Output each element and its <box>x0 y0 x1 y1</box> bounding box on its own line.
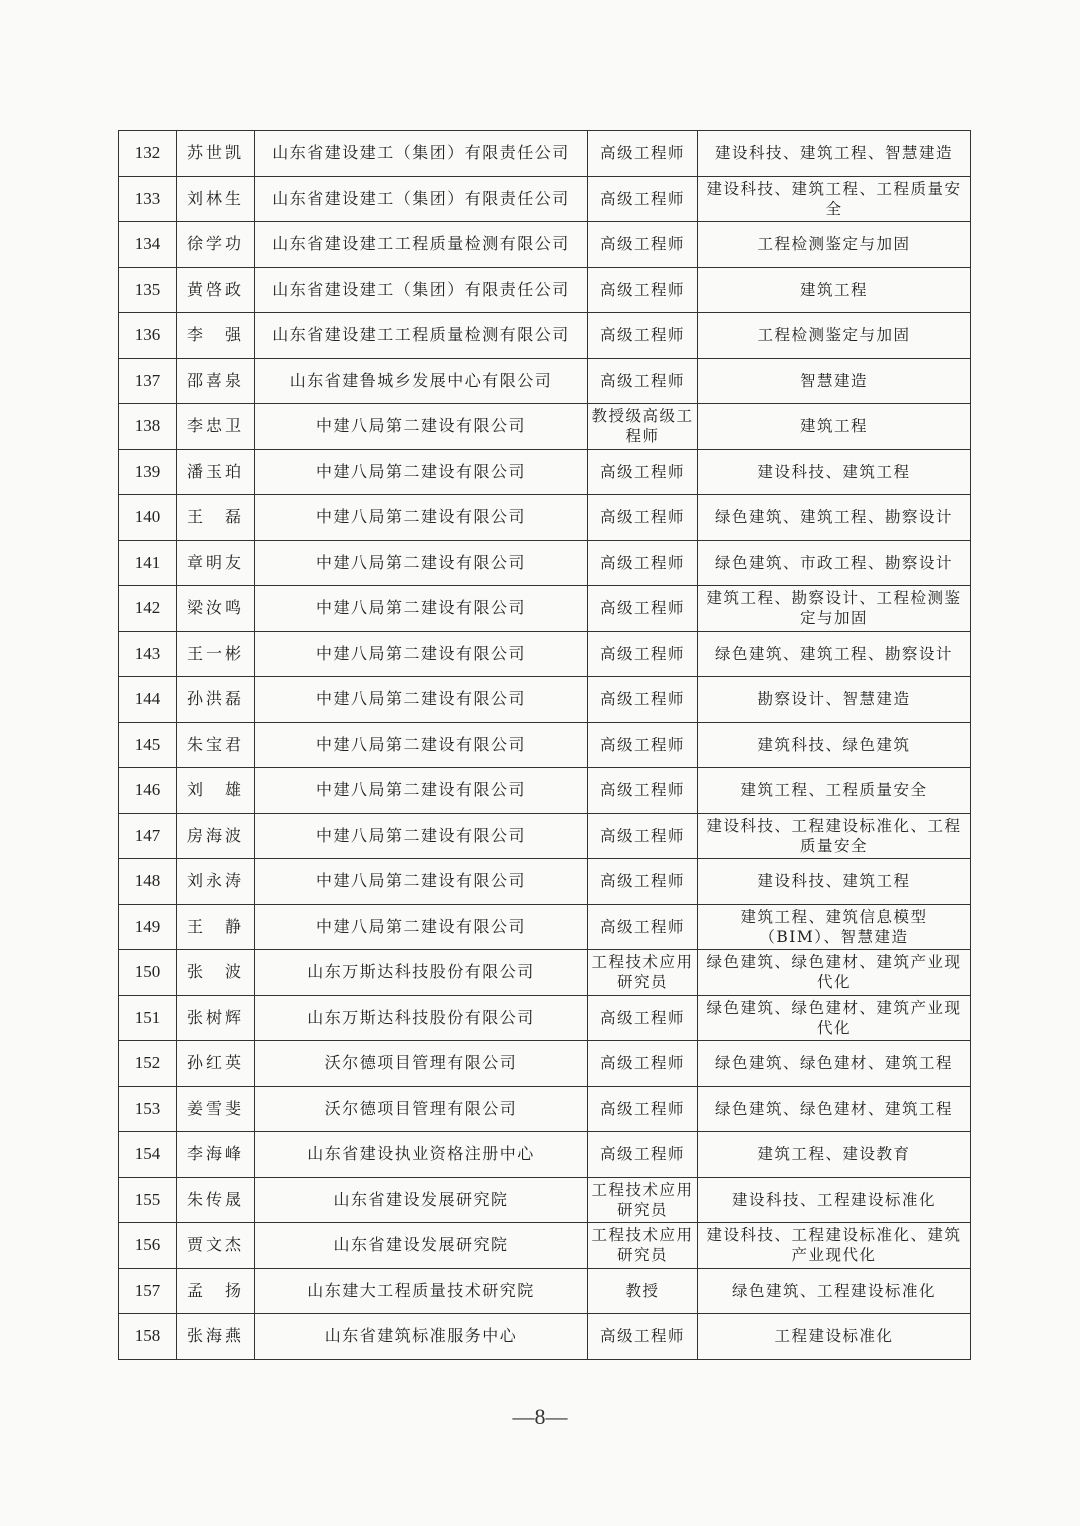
professional-title: 高级工程师 <box>588 586 698 632</box>
table-row <box>119 313 971 359</box>
row-number: 151 <box>119 995 177 1041</box>
table-row <box>119 404 971 450</box>
work-unit: 中建八局第二建设有限公司 <box>255 768 588 814</box>
table-row <box>119 1132 971 1178</box>
work-unit: 山东省建设建工工程质量检测有限公司 <box>255 222 588 268</box>
specialty: 绿色建筑、市政工程、勘察设计 <box>698 540 971 586</box>
table-row <box>119 1041 971 1087</box>
table-row <box>119 1314 971 1360</box>
specialty: 建设科技、工程建设标准化、工程质量安全 <box>698 813 971 859</box>
work-unit: 沃尔德项目管理有限公司 <box>255 1086 588 1132</box>
professional-title: 工程技术应用研究员 <box>588 1223 698 1269</box>
table-row <box>119 495 971 541</box>
row-number: 147 <box>119 813 177 859</box>
row-number: 139 <box>119 449 177 495</box>
person-name: 王 磊 <box>177 495 255 541</box>
specialty: 建筑工程、建设教育 <box>698 1132 971 1178</box>
row-number: 134 <box>119 222 177 268</box>
row-number: 146 <box>119 768 177 814</box>
professional-title: 教授 <box>588 1268 698 1314</box>
specialty: 建筑工程、建筑信息模型（BIM）、智慧建造 <box>698 904 971 950</box>
specialty: 建筑工程、工程质量安全 <box>698 768 971 814</box>
row-number: 145 <box>119 722 177 768</box>
specialty: 建设科技、建筑工程 <box>698 449 971 495</box>
table-row <box>119 768 971 814</box>
row-number: 158 <box>119 1314 177 1360</box>
professional-title: 高级工程师 <box>588 813 698 859</box>
row-number: 152 <box>119 1041 177 1087</box>
work-unit: 山东省建设发展研究院 <box>255 1223 588 1269</box>
specialty: 绿色建筑、绿色建材、建筑产业现代化 <box>698 995 971 1041</box>
specialty: 建设科技、工程建设标准化 <box>698 1177 971 1223</box>
work-unit: 山东省建设发展研究院 <box>255 1177 588 1223</box>
work-unit: 中建八局第二建设有限公司 <box>255 495 588 541</box>
professional-title: 高级工程师 <box>588 1132 698 1178</box>
specialty: 工程检测鉴定与加固 <box>698 313 971 359</box>
person-name: 贾文杰 <box>177 1223 255 1269</box>
person-name: 李忠卫 <box>177 404 255 450</box>
professional-title: 高级工程师 <box>588 540 698 586</box>
table-row <box>119 1223 971 1269</box>
professional-title: 教授级高级工程师 <box>588 404 698 450</box>
table-row <box>119 631 971 677</box>
specialty: 绿色建筑、工程建设标准化 <box>698 1268 971 1314</box>
person-name: 孙洪磊 <box>177 677 255 723</box>
row-number: 150 <box>119 950 177 996</box>
person-name: 李 强 <box>177 313 255 359</box>
work-unit: 山东省建设执业资格注册中心 <box>255 1132 588 1178</box>
row-number: 155 <box>119 1177 177 1223</box>
work-unit: 山东万斯达科技股份有限公司 <box>255 950 588 996</box>
person-name: 苏世凯 <box>177 131 255 177</box>
specialty: 工程检测鉴定与加固 <box>698 222 971 268</box>
professional-title: 高级工程师 <box>588 1086 698 1132</box>
row-number: 142 <box>119 586 177 632</box>
work-unit: 沃尔德项目管理有限公司 <box>255 1041 588 1087</box>
professional-title: 高级工程师 <box>588 131 698 177</box>
person-name: 黄啓政 <box>177 267 255 313</box>
professional-title: 高级工程师 <box>588 677 698 723</box>
person-name: 邵喜泉 <box>177 358 255 404</box>
table-row <box>119 131 971 177</box>
person-name: 姜雪斐 <box>177 1086 255 1132</box>
professional-title: 高级工程师 <box>588 722 698 768</box>
table-row <box>119 1177 971 1223</box>
work-unit: 中建八局第二建设有限公司 <box>255 813 588 859</box>
specialty: 建筑科技、绿色建筑 <box>698 722 971 768</box>
person-name: 房海波 <box>177 813 255 859</box>
row-number: 136 <box>119 313 177 359</box>
roster-body <box>119 131 971 1360</box>
table-row <box>119 358 971 404</box>
row-number: 149 <box>119 904 177 950</box>
row-number: 138 <box>119 404 177 450</box>
professional-title: 高级工程师 <box>588 904 698 950</box>
person-name: 孙红英 <box>177 1041 255 1087</box>
work-unit: 中建八局第二建设有限公司 <box>255 677 588 723</box>
person-name: 王 静 <box>177 904 255 950</box>
professional-title: 高级工程师 <box>588 222 698 268</box>
person-name: 王一彬 <box>177 631 255 677</box>
specialty: 绿色建筑、绿色建材、建筑工程 <box>698 1086 971 1132</box>
row-number: 153 <box>119 1086 177 1132</box>
table-row <box>119 267 971 313</box>
table-row <box>119 859 971 905</box>
page-number: —8— <box>512 1404 568 1429</box>
person-name: 徐学功 <box>177 222 255 268</box>
person-name: 张海燕 <box>177 1314 255 1360</box>
work-unit: 山东省建设建工（集团）有限责任公司 <box>255 131 588 177</box>
row-number: 154 <box>119 1132 177 1178</box>
specialty: 绿色建筑、绿色建材、建筑产业现代化 <box>698 950 971 996</box>
professional-title: 工程技术应用研究员 <box>588 950 698 996</box>
row-number: 137 <box>119 358 177 404</box>
specialty: 建设科技、建筑工程、工程质量安全 <box>698 176 971 222</box>
row-number: 143 <box>119 631 177 677</box>
professional-title: 高级工程师 <box>588 859 698 905</box>
specialty: 建筑工程 <box>698 267 971 313</box>
work-unit: 中建八局第二建设有限公司 <box>255 631 588 677</box>
work-unit: 中建八局第二建设有限公司 <box>255 586 588 632</box>
person-name: 孟 扬 <box>177 1268 255 1314</box>
row-number: 132 <box>119 131 177 177</box>
row-number: 156 <box>119 1223 177 1269</box>
person-name: 张树辉 <box>177 995 255 1041</box>
row-number: 141 <box>119 540 177 586</box>
professional-title: 高级工程师 <box>588 995 698 1041</box>
work-unit: 山东省建筑标准服务中心 <box>255 1314 588 1360</box>
table-row <box>119 813 971 859</box>
person-name: 张 波 <box>177 950 255 996</box>
table-row <box>119 449 971 495</box>
professional-title: 高级工程师 <box>588 1041 698 1087</box>
person-name: 刘林生 <box>177 176 255 222</box>
table-row <box>119 722 971 768</box>
table-row <box>119 1268 971 1314</box>
specialty: 建设科技、工程建设标准化、建筑产业现代化 <box>698 1223 971 1269</box>
specialty: 建筑工程 <box>698 404 971 450</box>
work-unit: 中建八局第二建设有限公司 <box>255 404 588 450</box>
person-name: 梁汝鸣 <box>177 586 255 632</box>
work-unit: 山东省建设建工（集团）有限责任公司 <box>255 176 588 222</box>
professional-title: 高级工程师 <box>588 449 698 495</box>
work-unit: 山东省建设建工（集团）有限责任公司 <box>255 267 588 313</box>
specialty: 建筑工程、勘察设计、工程检测鉴定与加固 <box>698 586 971 632</box>
specialty: 智慧建造 <box>698 358 971 404</box>
professional-title: 高级工程师 <box>588 267 698 313</box>
person-name: 朱宝君 <box>177 722 255 768</box>
specialty: 绿色建筑、绿色建材、建筑工程 <box>698 1041 971 1087</box>
work-unit: 中建八局第二建设有限公司 <box>255 859 588 905</box>
row-number: 148 <box>119 859 177 905</box>
work-unit: 山东万斯达科技股份有限公司 <box>255 995 588 1041</box>
work-unit: 中建八局第二建设有限公司 <box>255 722 588 768</box>
work-unit: 山东省建设建工工程质量检测有限公司 <box>255 313 588 359</box>
professional-title: 高级工程师 <box>588 768 698 814</box>
work-unit: 山东省建鲁城乡发展中心有限公司 <box>255 358 588 404</box>
table-row <box>119 995 971 1041</box>
table-row <box>119 950 971 996</box>
row-number: 140 <box>119 495 177 541</box>
professional-title: 工程技术应用研究员 <box>588 1177 698 1223</box>
table-row <box>119 176 971 222</box>
work-unit: 中建八局第二建设有限公司 <box>255 449 588 495</box>
person-name: 潘玉珀 <box>177 449 255 495</box>
professional-title: 高级工程师 <box>588 631 698 677</box>
person-name: 李海峰 <box>177 1132 255 1178</box>
table-row <box>119 904 971 950</box>
table-row <box>119 222 971 268</box>
professional-title: 高级工程师 <box>588 176 698 222</box>
specialty: 绿色建筑、建筑工程、勘察设计 <box>698 495 971 541</box>
specialty: 工程建设标准化 <box>698 1314 971 1360</box>
work-unit: 山东建大工程质量技术研究院 <box>255 1268 588 1314</box>
work-unit: 中建八局第二建设有限公司 <box>255 904 588 950</box>
specialty: 建设科技、建筑工程、智慧建造 <box>698 131 971 177</box>
work-unit: 中建八局第二建设有限公司 <box>255 540 588 586</box>
specialty: 绿色建筑、建筑工程、勘察设计 <box>698 631 971 677</box>
professional-title: 高级工程师 <box>588 495 698 541</box>
row-number: 144 <box>119 677 177 723</box>
person-name: 刘永涛 <box>177 859 255 905</box>
professional-title: 高级工程师 <box>588 313 698 359</box>
person-name: 章明友 <box>177 540 255 586</box>
table-row <box>119 586 971 632</box>
professional-title: 高级工程师 <box>588 358 698 404</box>
row-number: 133 <box>119 176 177 222</box>
person-name: 朱传晟 <box>177 1177 255 1223</box>
specialty: 建设科技、建筑工程 <box>698 859 971 905</box>
expert-roster-table <box>118 130 971 1360</box>
row-number: 157 <box>119 1268 177 1314</box>
table-row <box>119 677 971 723</box>
specialty: 勘察设计、智慧建造 <box>698 677 971 723</box>
person-name: 刘 雄 <box>177 768 255 814</box>
row-number: 135 <box>119 267 177 313</box>
table-row <box>119 540 971 586</box>
professional-title: 高级工程师 <box>588 1314 698 1360</box>
table-row <box>119 1086 971 1132</box>
